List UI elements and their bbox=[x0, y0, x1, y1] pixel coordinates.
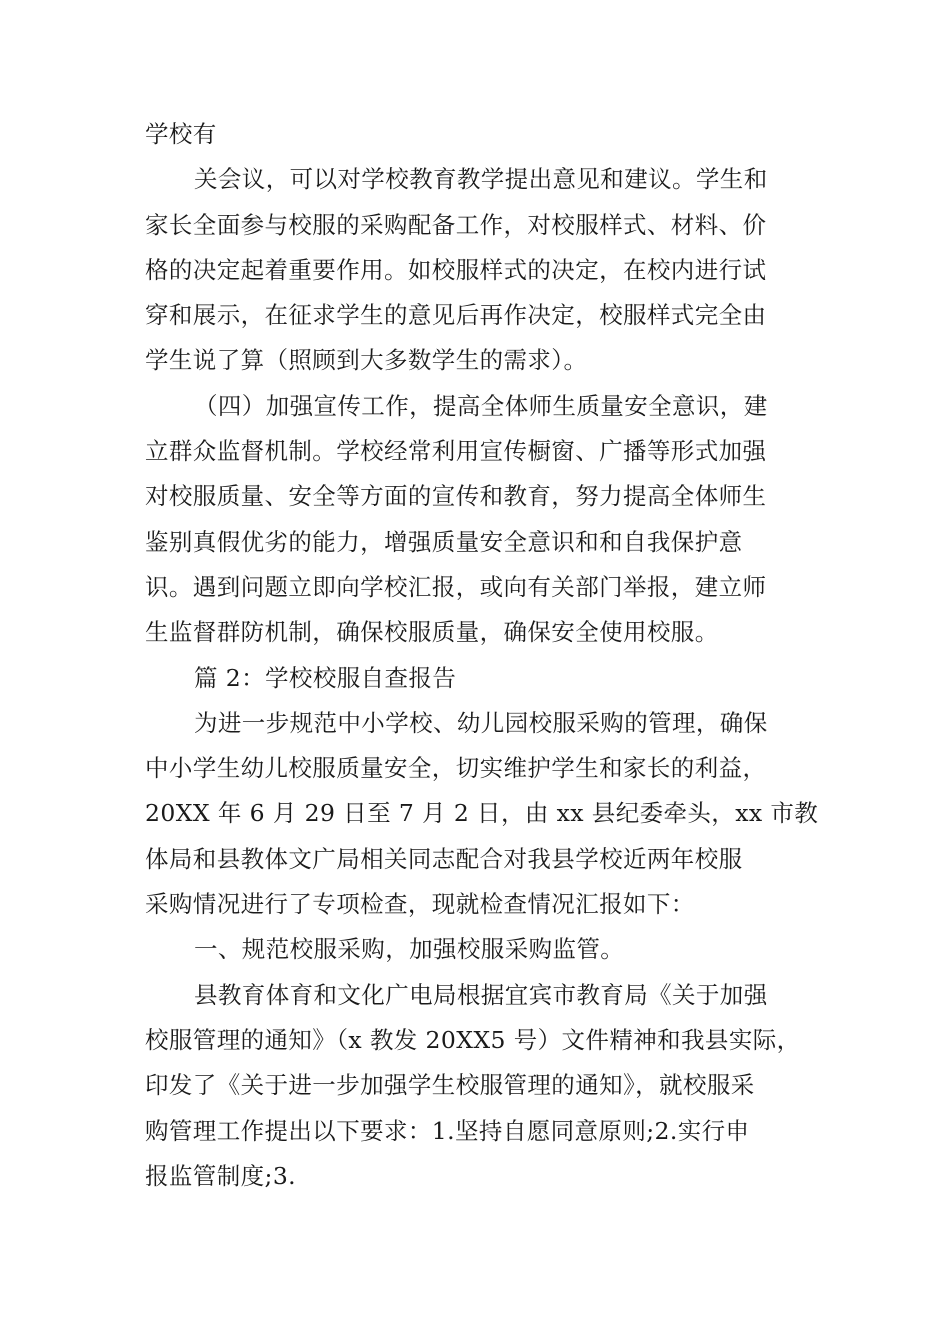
section-heading: 篇 2：学校校服自查报告 bbox=[194, 663, 457, 692]
text-line: 体局和县教体文广局相关同志配合对我县学校近两年校服 bbox=[145, 844, 743, 873]
text-line: 鉴别真假优劣的能力，增强质量安全意识和和自我保护意 bbox=[145, 527, 743, 556]
text-line: 立群众监督机制。学校经常利用宣传橱窗、广播等形式加强 bbox=[145, 437, 767, 466]
text-line: 关会议，可以对学校教育教学提出意见和建议。学生和 bbox=[194, 165, 768, 194]
text-line: 印发了《关于进一步加强学生校服管理的通知》，就校服采 bbox=[145, 1071, 755, 1100]
text-line: 学校有 bbox=[145, 120, 217, 148]
text-line: 为进一步规范中小学校、幼儿园校服采购的管理，确保 bbox=[194, 708, 768, 737]
text-line: 家长全面参与校服的采购配备工作，对校服样式、材料、价 bbox=[145, 210, 767, 239]
text-line: 校服管理的通知》（x 教发 20XX5 号）文件精神和我县实际， bbox=[145, 1025, 801, 1054]
text-line: 报监管制度;3. bbox=[145, 1161, 297, 1190]
text-line: 采购情况进行了专项检查，现就检查情况汇报如下： bbox=[145, 890, 695, 919]
text-line: 学生说了算（照顾到大多数学生的需求）。 bbox=[145, 346, 588, 375]
text-line: 县教育体育和文化广电局根据宜宾市教育局《关于加强 bbox=[194, 980, 768, 1009]
text-line: 购管理工作提出以下要求：1.坚持自愿同意原则;2.实行申 bbox=[145, 1116, 750, 1145]
text-line: 中小学生幼儿校服质量安全，切实维护学生和家长的利益， bbox=[145, 754, 767, 783]
text-line: 20XX 年 6 月 29 日至 7 月 2 日，由 xx 县纪委牵头，xx 市教 bbox=[145, 799, 819, 828]
document-page bbox=[145, 112, 835, 1199]
text-line: 格的决定起着重要作用。如校服样式的决定，在校内进行试 bbox=[145, 255, 767, 284]
text-line: 生监督群防机制，确保校服质量，确保安全使用校服。 bbox=[145, 618, 719, 647]
subsection-heading: 一、规范校服采购，加强校服采购监管。 bbox=[194, 935, 625, 964]
text-line: （四）加强宣传工作，提高全体师生质量安全意识，建 bbox=[194, 391, 768, 420]
text-line: 穿和展示，在征求学生的意见后再作决定，校服样式完全由 bbox=[145, 301, 767, 330]
text-line: 识。遇到问题立即向学校汇报，或向有关部门举报，建立师 bbox=[145, 572, 767, 601]
text-line: 对校服质量、安全等方面的宣传和教育，努力提高全体师生 bbox=[145, 482, 767, 511]
